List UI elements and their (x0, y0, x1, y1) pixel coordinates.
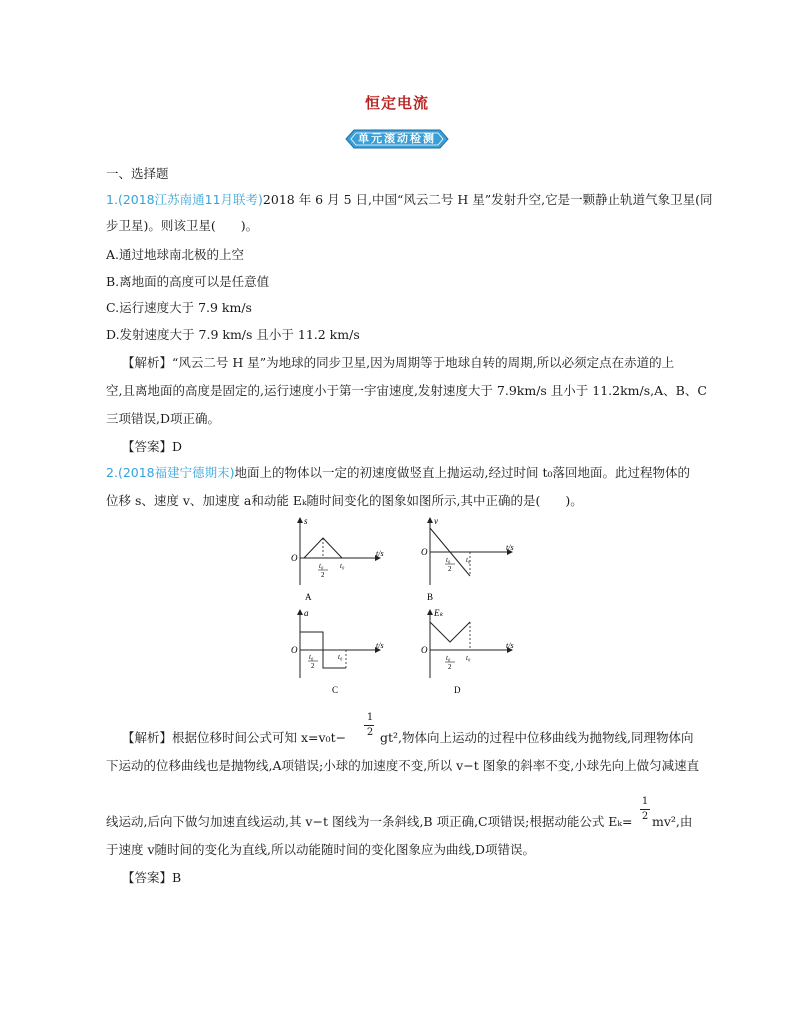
graph-a-thalf: t₀ (319, 562, 324, 570)
q1-option-d: D.发射速度大于 7.9 km/s 且小于 11.2 km/s (106, 327, 360, 342)
q1-stem-text: 2018 年 6 月 5 日,中国“风云二号 H 星”发射升空,它是一颗静止轨道气象卫星(同 (262, 192, 713, 207)
section-heading: 一、选择题 (106, 166, 169, 181)
q2-half2-bar (640, 809, 650, 810)
q2-analysis-line1 (122, 729, 346, 747)
q2-graphs (280, 510, 520, 700)
graph-c-label: C (332, 685, 339, 695)
q2-analysis-line3b: mv²,由 (652, 814, 693, 829)
q2-half2-numerator: 1 (641, 796, 649, 807)
graph-b (421, 516, 514, 602)
q2-analysis-part2: gt²,物体向上运动的过程中位移曲线为抛物线,同理物体向 (380, 730, 694, 745)
q2-half2-denominator: 2 (641, 811, 649, 822)
graph-b-label: B (427, 592, 434, 602)
graph-b-thalf: t₀ (446, 556, 451, 564)
graph-b-xlabel: t/s (506, 543, 514, 552)
graph-c-xlabel: t/s (376, 641, 384, 650)
graph-d (421, 608, 514, 695)
q1-analysis-line3: 三项错误,D项正确。 (106, 411, 220, 426)
graph-c-thalf: t₀ (309, 653, 314, 661)
q2-stem-text: 地面上的物体以一定的初速度做竖直上抛运动,经过时间 t₀落回地面。此过程物体的 (234, 465, 690, 480)
q2-analysis-line3a: 线运动,后向下做匀加速直线运动,其 v−t 图线为一条斜线,B 项正确,C项错误;根据动能公式 Eₖ= (106, 814, 633, 829)
graph-d-tend: t₀ (466, 654, 471, 662)
graph-d-label: D (454, 685, 461, 695)
q2-stem-line2: 位移 s、速度 v、加速度 a和动能 Eₖ随时间变化的图象如图所示,其中正确的是( )。 (106, 493, 583, 508)
graph-c-two: 2 (311, 662, 315, 670)
graph-a-tend: t₀ (340, 562, 345, 570)
q2-analysis-line4: 于速度 v随时间的变化为直线,所以动能随时间的变化图象应为曲线,D项错误。 (106, 842, 536, 857)
graph-d-xlabel: t/s (506, 641, 514, 650)
graph-a-two: 2 (321, 571, 325, 579)
graph-a-xlabel: t/s (376, 549, 384, 558)
section-badge (342, 128, 452, 150)
q2-half-denominator: 2 (366, 727, 374, 738)
graph-c (291, 608, 384, 695)
graph-c-origin: O (291, 645, 298, 655)
q1-stem-line1 (106, 191, 712, 209)
graph-d-two: 2 (448, 663, 452, 671)
q2-half-bar (364, 725, 374, 726)
q1-option-a: A.通过地球南北极的上空 (106, 247, 245, 262)
graph-d-thalf: t₀ (446, 654, 451, 662)
graph-b-tend: t₀ (466, 556, 471, 564)
page-title: 恒定电流 (364, 94, 429, 112)
q1-number: 1. (106, 192, 118, 207)
graph-a (291, 516, 384, 602)
q2-answer: 【答案】B (122, 870, 182, 885)
q1-answer: 【答案】D (122, 439, 183, 454)
q1-analysis-line2: 空,且离地面的高度是固定的,运行速度小于第一宇宙速度,发射速度大于 7.9km/s 且小于 11.2km/s,A、B、C (106, 383, 707, 398)
q2-number: 2. (106, 465, 118, 480)
q1-option-c: C.运行速度大于 7.9 km/s (106, 300, 252, 315)
graph-b-ylabel: v (434, 516, 438, 526)
graph-d-origin: O (421, 645, 428, 655)
q1-source: (2018江苏南通11月联考) (117, 192, 263, 207)
graph-a-ylabel: s (304, 516, 308, 526)
q2-source: (2018福建宁德期末) (117, 465, 235, 480)
graph-c-tend: t₀ (338, 653, 343, 661)
q1-analysis-line1: 【解析】“风云二号 H 星”为地球的同步卫星,因为周期等于地球自转的周期,所以必须定点在赤道的上 (122, 355, 675, 370)
graph-a-label: A (305, 592, 312, 602)
graph-c-ylabel: a (304, 608, 309, 618)
q2-analysis-line2: 下运动的位移曲线也是抛物线,A项错误;小球的加速度不变,所以 v−t 图象的斜率不变,小球先向上做匀减速直 (106, 758, 700, 773)
q2-half-numerator: 1 (366, 712, 374, 723)
graph-a-origin: O (291, 553, 298, 563)
q1-option-b: B.离地面的高度可以是任意值 (106, 274, 270, 289)
graph-b-two: 2 (448, 565, 452, 573)
graph-b-origin: O (421, 547, 428, 557)
badge-label: 单元滚动检测 (358, 132, 436, 145)
graph-d-ylabel: Eₖ (434, 608, 444, 618)
q2-stem-line1 (106, 464, 690, 482)
q2-analysis-part1: 【解析】根据位移时间公式可知 x=v₀t− (122, 730, 347, 745)
q1-stem-line2: 步卫星)。则该卫星( )。 (106, 218, 259, 233)
